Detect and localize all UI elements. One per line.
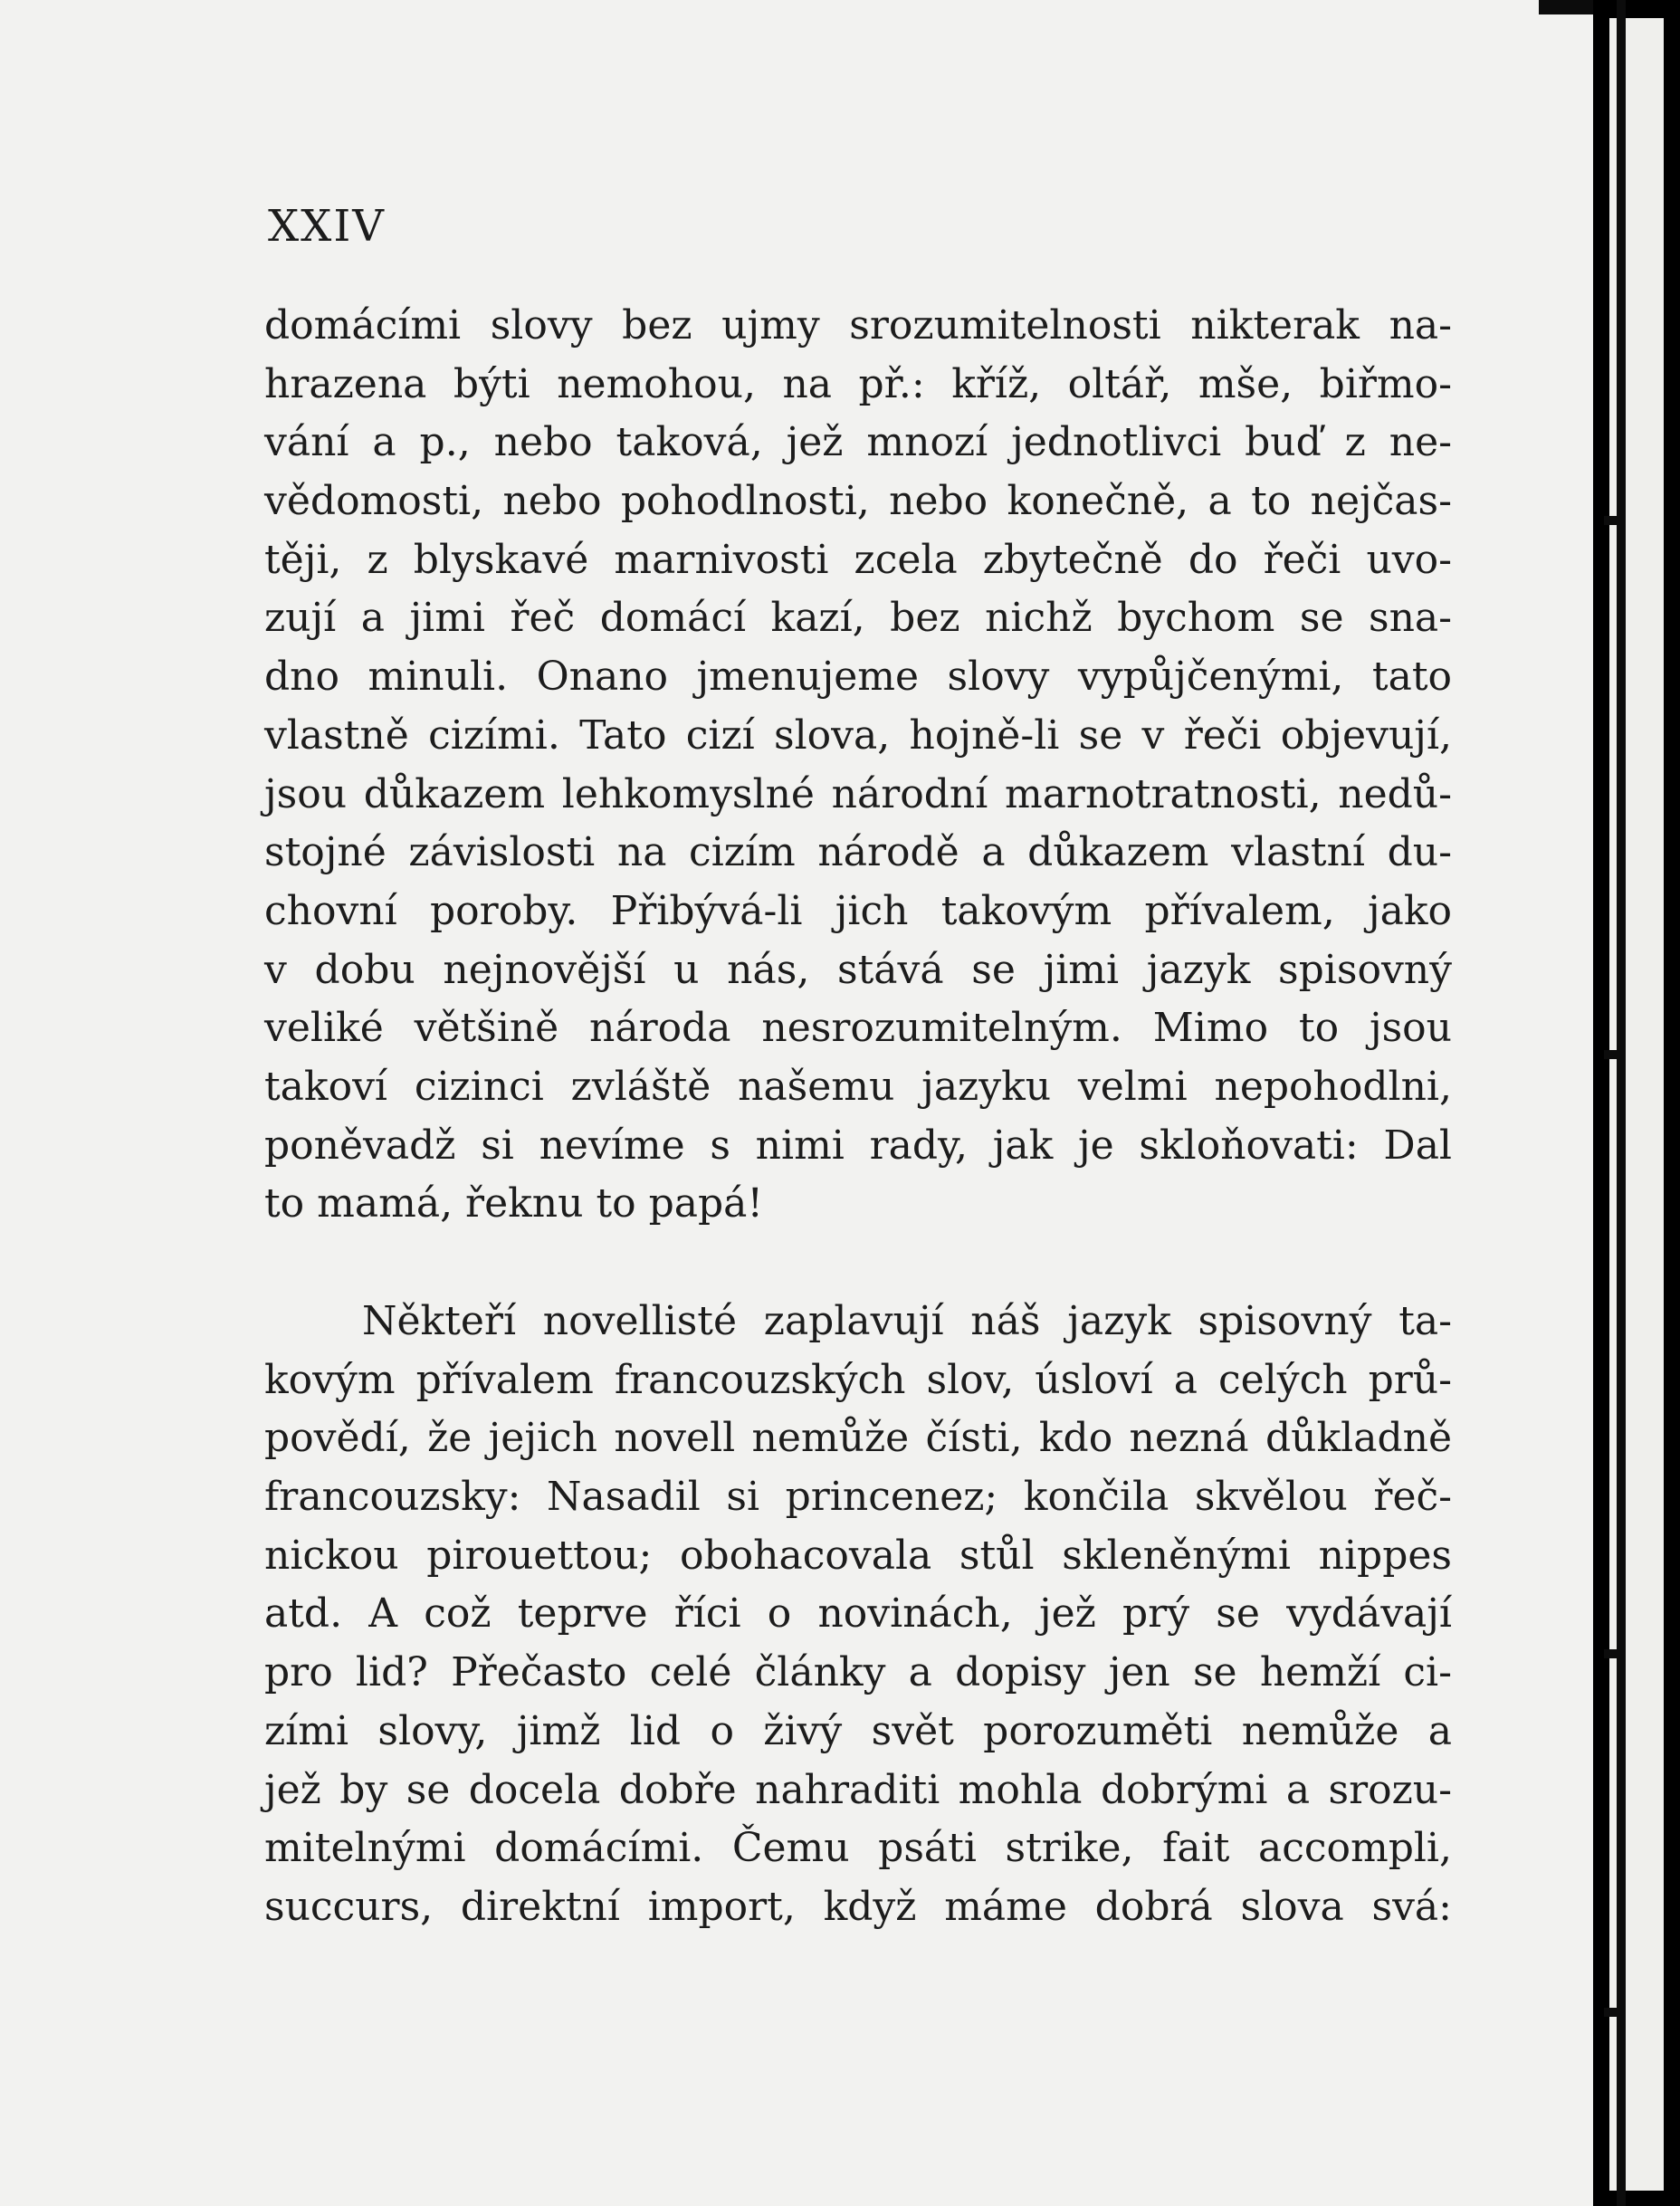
text-line: kovým přívalem francouzských slov, úsloví a celých prů- xyxy=(264,1356,1452,1403)
page-number: XXIV xyxy=(268,201,386,252)
text-line: pro lid? Přečasto celé články a dopisy jen se hemží ci- xyxy=(264,1649,1452,1696)
body-text xyxy=(264,297,1452,1937)
text-line: povědí, že jejich novell nemůže čísti, kdo nezná důkladně xyxy=(264,1415,1452,1462)
text-line: jsou důkazem lehkomyslné národní marnotratnosti, nedů- xyxy=(264,770,1452,817)
text-line: zují a jimi řeč domácí kazí, bez nichž bychom se sna- xyxy=(264,595,1452,642)
paragraph-1 xyxy=(264,297,1452,1234)
text-line: veliké většině národa nesrozumitelným. Mimo to jsou xyxy=(264,1005,1452,1052)
binding-rule xyxy=(1617,0,1626,2206)
paragraph-2 xyxy=(264,1293,1452,1937)
text-line: vlastně cizími. Tato cizí slova, hojně-li se v řeči objevují, xyxy=(264,711,1452,759)
text-line: jež by se docela dobře nahraditi mohla dobrými a srozu- xyxy=(264,1766,1452,1813)
text-line: dno minuli. Onano jmenujeme slovy vypůjčenými, tato xyxy=(264,654,1452,701)
text-line: zími slovy, jimž lid o živý svět porozuměti nemůže a xyxy=(264,1707,1452,1754)
text-line: poněvadž si nevíme s nimi rady, jak je skloňovati: Dal xyxy=(264,1122,1452,1169)
paragraph-gap xyxy=(264,1234,1452,1293)
text-line: vědomosti, nebo pohodlnosti, nebo konečně, a to nejčas- xyxy=(264,478,1452,525)
binding-tick xyxy=(1604,1649,1624,1658)
text-line: takoví cizinci zvláště našemu jazyku velmi nepohodlni, xyxy=(264,1063,1452,1110)
text-line: atd. A což teprve říci o novinách, jež prý se vydávají xyxy=(264,1590,1452,1638)
binding-tick xyxy=(1604,1050,1624,1059)
text-line: succurs, direktní import, když máme dobrá slova svá: xyxy=(264,1883,1452,1930)
binding-tick xyxy=(1604,2008,1624,2017)
text-line: Někteří novellisté zaplavují náš jazyk spisovný ta- xyxy=(362,1298,1452,1344)
text-line: vání a p., nebo taková, jež mnozí jednotlivci buď z ne- xyxy=(264,419,1452,466)
text-line: nickou pirouettou; obohacovala stůl skleněnými nippes xyxy=(264,1532,1452,1579)
text-line: francouzsky: Nasadil si princenez; končila skvělou řeč- xyxy=(264,1474,1452,1521)
text-line: mitelnými domácími. Čemu psáti strike, fait accompli, xyxy=(264,1825,1452,1872)
text-line: stojné závislosti na cizím národě a důkazem vlastní du- xyxy=(264,829,1452,876)
text-line: chovní poroby. Přibývá-li jich takovým přívalem, jako xyxy=(264,887,1452,934)
text-line: to mamá, řeknu to papá! xyxy=(264,1180,764,1227)
text-line: hrazena býti nemohou, na př.: kříž, oltář, mše, biřmo- xyxy=(264,360,1452,407)
text-line: v dobu nejnovější u nás, stává se jimi jazyk spisovný xyxy=(264,946,1452,993)
page-corner-shadow xyxy=(1539,0,1593,14)
text-line: těji, z blyskavé marnivosti zcela zbytečně do řeči uvo- xyxy=(264,536,1452,583)
binding-tick xyxy=(1604,516,1624,525)
text-line: domácími slovy bez ujmy srozumitelnosti nikterak na- xyxy=(264,302,1452,349)
